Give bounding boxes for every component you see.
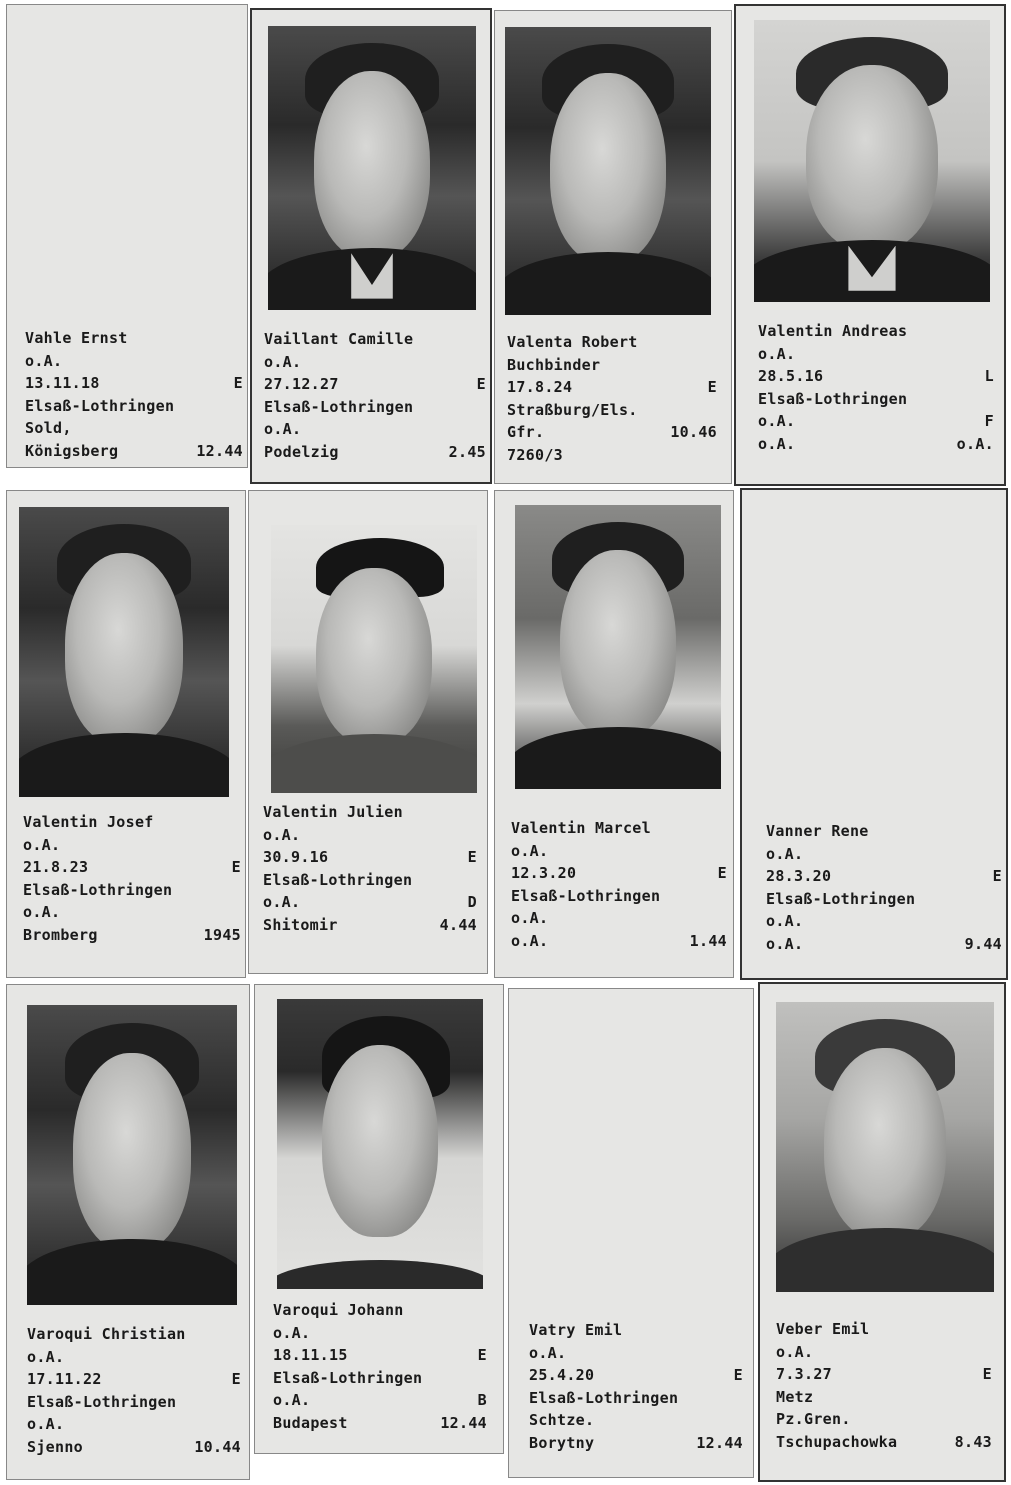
card-text bbox=[273, 1299, 487, 1434]
name-line: Veber Emil bbox=[776, 1320, 870, 1338]
portrait-photo bbox=[277, 999, 483, 1289]
occupation-line: o.A. bbox=[23, 835, 61, 854]
card-text bbox=[23, 811, 241, 946]
card-vaillant-camille bbox=[250, 8, 492, 484]
occupation-line: o.A. bbox=[263, 825, 301, 844]
birthplace-line: Elsaß-Lothringen bbox=[766, 889, 916, 908]
birthdate-line: 21.8.23 E bbox=[23, 858, 241, 876]
birthdate-line: 27.12.27 E bbox=[264, 375, 486, 393]
missing-line: Tschupachowka 8.43 bbox=[776, 1432, 992, 1451]
rank-line: Sold, bbox=[25, 419, 72, 437]
card-valentin-josef bbox=[6, 490, 246, 978]
rank-line: o.A. bbox=[766, 912, 804, 930]
card-text bbox=[766, 820, 1002, 955]
birthplace-line: Elsaß-Lothringen bbox=[511, 886, 661, 905]
name-line: Varoqui Johann bbox=[273, 1301, 404, 1319]
missing-line: Borytny 12.44 bbox=[529, 1433, 743, 1452]
unit-line: 7260/3 bbox=[507, 445, 563, 464]
card-veber-emil bbox=[758, 982, 1006, 1482]
card-vahle-ernst bbox=[6, 4, 248, 468]
card-text bbox=[264, 328, 486, 463]
card-text bbox=[511, 817, 727, 952]
portrait-photo bbox=[515, 505, 721, 789]
name-line: Valentin Marcel bbox=[511, 819, 651, 837]
name-line: Valentin Julien bbox=[263, 803, 403, 821]
card-text bbox=[263, 801, 477, 936]
missing-line: Sjenno 10.44 bbox=[27, 1437, 241, 1456]
portrait-photo bbox=[754, 20, 990, 302]
portrait-photo bbox=[268, 26, 476, 310]
occupation-line: o.A. bbox=[273, 1323, 311, 1342]
card-text bbox=[25, 327, 243, 462]
birthdate-line: 30.9.16 E bbox=[263, 848, 477, 866]
missing-line: Podelzig 2.45 bbox=[264, 442, 486, 461]
birthplace-line: Straßburg/Els. bbox=[507, 400, 638, 419]
portrait-photo bbox=[505, 27, 711, 315]
birthdate-line: 7.3.27 E bbox=[776, 1365, 992, 1383]
card-varoqui-johann bbox=[254, 984, 504, 1454]
birthdate-line: 18.11.15 E bbox=[273, 1346, 487, 1364]
birthplace-line: Elsaß-Lothringen bbox=[27, 1392, 177, 1411]
rank-line: Gfr. 10.46 bbox=[507, 423, 717, 441]
missing-line: o.A. o.A. bbox=[758, 434, 994, 453]
occupation-line: o.A. bbox=[529, 1343, 567, 1362]
name-line: Vanner Rene bbox=[766, 822, 869, 840]
rank-line: o.A. bbox=[23, 903, 61, 921]
card-valenta-robert bbox=[494, 10, 732, 484]
birthdate-line: 28.5.16 L bbox=[758, 367, 994, 385]
name-line bbox=[25, 327, 243, 350]
occupation-line: o.A. bbox=[25, 351, 63, 370]
birthplace-line: Metz bbox=[776, 1387, 814, 1406]
birthplace-line: Elsaß-Lothringen bbox=[263, 870, 413, 889]
name-line: Valenta Robert bbox=[507, 333, 638, 351]
card-text bbox=[758, 320, 994, 455]
birthdate-line: 28.3.20 E bbox=[766, 867, 1002, 885]
missing-line: Königsberg 12.44 bbox=[25, 441, 243, 460]
rank-line: o.A. D bbox=[263, 893, 477, 911]
rank-line: o.A. bbox=[511, 909, 549, 927]
birthdate-line: 17.11.22 E bbox=[27, 1370, 241, 1388]
occupation-line: Buchbinder bbox=[507, 355, 601, 374]
missing-line: Budapest 12.44 bbox=[273, 1413, 487, 1432]
birthplace-line: Elsaß-Lothringen bbox=[25, 396, 175, 415]
card-valentin-julien bbox=[248, 490, 488, 974]
missing-line: o.A. 1.44 bbox=[511, 931, 727, 950]
card-text bbox=[776, 1318, 992, 1453]
occupation-line: o.A. bbox=[511, 841, 549, 860]
card-varoqui-christian bbox=[6, 984, 250, 1480]
name-line: Vatry Emil bbox=[529, 1321, 623, 1339]
rank-line: Schtze. bbox=[529, 1411, 595, 1429]
card-valentin-marcel bbox=[494, 490, 734, 978]
portrait-photo bbox=[27, 1005, 237, 1305]
birthplace-line: Elsaß-Lothringen bbox=[529, 1388, 679, 1407]
birthdate-line: 25.4.20 E bbox=[529, 1366, 743, 1384]
name-line: Valentin Josef bbox=[23, 813, 154, 831]
card-valentin-andreas bbox=[734, 4, 1006, 486]
card-text bbox=[529, 1319, 743, 1454]
portrait-photo bbox=[271, 525, 477, 793]
missing-line: Shitomir 4.44 bbox=[263, 915, 477, 934]
rank-line: o.A. bbox=[264, 420, 302, 438]
rank-line: o.A. B bbox=[273, 1391, 487, 1409]
missing-line: Bromberg 1945 bbox=[23, 925, 241, 944]
surname-name: Vahle Ernst bbox=[25, 329, 128, 347]
occupation-line: o.A. bbox=[766, 844, 804, 863]
card-vatry-emil bbox=[508, 988, 754, 1478]
rank-line: o.A. bbox=[27, 1415, 65, 1433]
rank-line: o.A. F bbox=[758, 412, 994, 430]
portrait-photo bbox=[776, 1002, 994, 1292]
card-vanner-rene bbox=[740, 488, 1008, 980]
birthdate-line: 17.8.24 E bbox=[507, 378, 717, 396]
name-line: Valentin Andreas bbox=[758, 322, 908, 340]
birthdate-line: 12.3.20 E bbox=[511, 864, 727, 882]
name-line: Vaillant Camille bbox=[264, 330, 414, 348]
missing-line: o.A. 9.44 bbox=[766, 934, 1002, 953]
occupation-line: o.A. bbox=[776, 1342, 814, 1361]
birthplace-line: Elsaß-Lothringen bbox=[23, 880, 173, 899]
occupation-line: o.A. bbox=[27, 1347, 65, 1366]
occupation-line: o.A. bbox=[264, 352, 302, 371]
birthplace-line: Elsaß-Lothringen bbox=[758, 389, 908, 408]
birthplace-line: Elsaß-Lothringen bbox=[273, 1368, 423, 1387]
birthdate-line: 13.11.18 E bbox=[25, 374, 243, 392]
birthplace-line: Elsaß-Lothringen bbox=[264, 397, 414, 416]
rank-line: Pz.Gren. bbox=[776, 1410, 851, 1428]
name-line: Varoqui Christian bbox=[27, 1325, 186, 1343]
occupation-line: o.A. bbox=[758, 344, 796, 363]
card-text bbox=[27, 1323, 241, 1458]
card-text bbox=[507, 331, 717, 466]
portrait-photo bbox=[19, 507, 229, 797]
